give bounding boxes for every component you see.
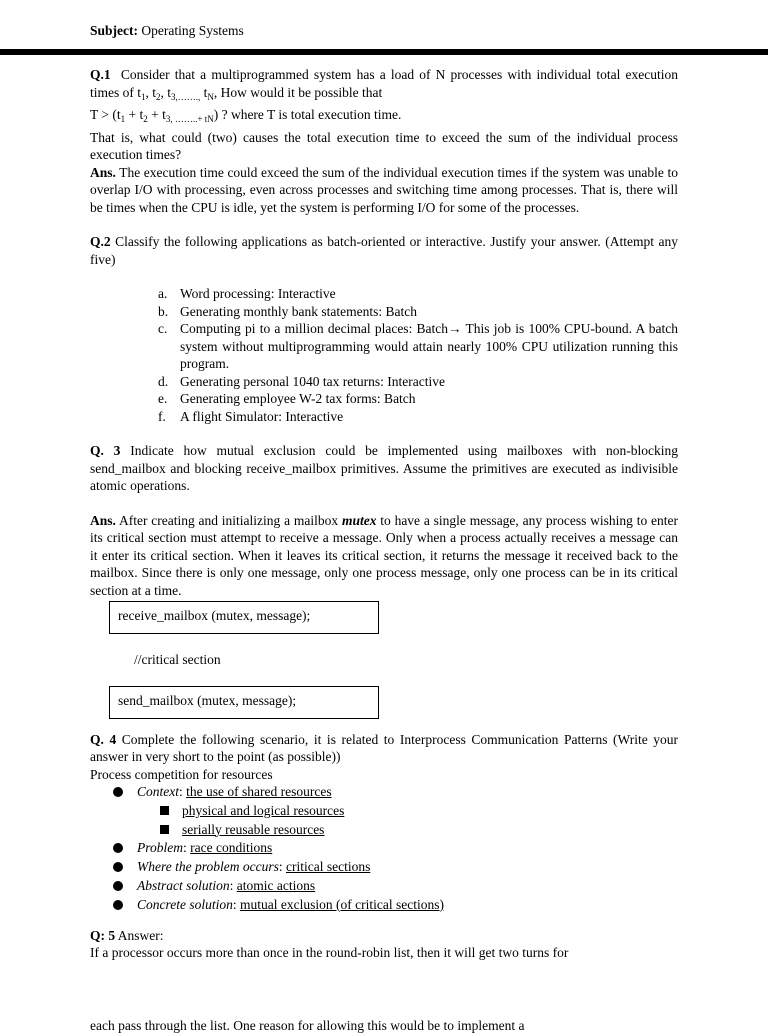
list-letter: a. bbox=[158, 286, 168, 301]
q3-question bbox=[90, 442, 678, 495]
sub-bullet-text: physical and logical resources bbox=[182, 802, 345, 818]
q5-cut-line: each pass through the list. One reason for allowing this would be to implement a bbox=[90, 1018, 525, 1033]
spacer bbox=[90, 495, 678, 512]
colon: : bbox=[232, 896, 237, 912]
subject-value: Operating Systems bbox=[141, 23, 244, 38]
list-text: Generating personal 1040 tax returns: Interactive bbox=[180, 373, 446, 389]
q4-text: Complete the following scenario, it is related to Interprocess Communication Patterns (Write your answer in very short to the point (as possible)) bbox=[90, 731, 679, 764]
bullet-label: Concrete solution bbox=[137, 896, 233, 912]
bullet-abstract bbox=[90, 877, 678, 896]
sub-bullet-text: serially reusable resources bbox=[182, 821, 325, 837]
q1-ans-label: Ans. bbox=[90, 164, 116, 180]
q1-sub1: 1 bbox=[141, 91, 146, 102]
colon: : bbox=[278, 859, 283, 875]
list-letter: f. bbox=[158, 408, 166, 424]
bullet-where bbox=[90, 858, 678, 877]
list-item bbox=[158, 285, 678, 303]
q1-line2a: execution times of t bbox=[90, 67, 678, 100]
bullet-label: Context bbox=[137, 784, 179, 799]
list-text: A flight Simulator: Interactive bbox=[180, 408, 344, 424]
bullet-dot-icon bbox=[113, 900, 123, 910]
q5-number: Q: 5 bbox=[90, 927, 116, 943]
q3-ans-post: to have a single message, any process wishing to enter its critical section must attempt to receive a message. Only when a process actually receives a message can it enter its critical section. When it leaves its critical section, it returns the message it received back to the mailbox. Since there is only one message, only one process message, only one process can be in its critical section at a time. bbox=[90, 512, 679, 598]
bullet-value: critical sections bbox=[285, 859, 371, 875]
spacer bbox=[90, 216, 678, 233]
q4-number: Q. 4 bbox=[90, 731, 117, 747]
q3-number: Q. 3 bbox=[90, 443, 121, 458]
bullet-dot-icon bbox=[113, 862, 123, 872]
q1-comma: , bbox=[145, 84, 149, 100]
q1-sub3: 3, bbox=[171, 91, 178, 102]
bullet-dot-icon bbox=[113, 843, 123, 853]
q5-text: If a processor occurs more than once in the round-robin list, then it will get two turns for bbox=[90, 945, 569, 961]
bullet-label: Abstract solution bbox=[137, 877, 230, 893]
critical-section-comment: //critical section bbox=[134, 652, 221, 667]
subject-line bbox=[90, 22, 244, 40]
code-box-receive bbox=[109, 601, 379, 634]
document-body bbox=[90, 66, 678, 962]
q5-question bbox=[90, 927, 678, 945]
q1-subN: N bbox=[207, 91, 214, 102]
q3-mutex: mutex bbox=[341, 512, 377, 528]
q4-heading: Process competition for resources bbox=[90, 766, 273, 782]
q1-line3end: ) ? where T is total execution time. bbox=[213, 107, 402, 122]
list-text: Computing pi to a million decimal places: Batch→ This job is 100% CPU-bound. A batch system without multiprogramming would attain nearly 100% CPU utilization running this program. bbox=[180, 321, 678, 371]
q1-plus: + t bbox=[147, 107, 166, 122]
q1-subNb: N bbox=[207, 114, 214, 124]
q1-sub1b: 1 bbox=[120, 114, 126, 124]
code-receive: receive_mailbox (mutex, message); bbox=[118, 608, 311, 623]
q1-comma: , bbox=[160, 84, 164, 100]
square-bullet-icon bbox=[160, 806, 169, 815]
bullet-concrete bbox=[90, 896, 678, 915]
list-item bbox=[158, 408, 678, 426]
spacer bbox=[90, 268, 678, 285]
q1-line3a: T > (t bbox=[90, 107, 121, 122]
header-rule bbox=[0, 49, 768, 55]
colon: : bbox=[183, 840, 187, 856]
q1-sub2: 2 bbox=[156, 91, 161, 102]
list-text: Word processing: Interactive bbox=[180, 286, 336, 301]
subject-label: Subject: bbox=[90, 23, 138, 38]
bullet-context bbox=[90, 783, 678, 802]
q5-label: Answer: bbox=[117, 927, 164, 943]
q1-how: , How would it be possible that bbox=[213, 84, 383, 100]
list-text: Generating employee W-2 tax forms: Batch bbox=[180, 391, 416, 406]
q2-text: Classify the following applications as batch-oriented or interactive. Justify your answer. (Attempt any five) bbox=[90, 234, 678, 267]
list-item bbox=[158, 303, 678, 321]
sub-bullet bbox=[90, 821, 678, 840]
q3-answer bbox=[90, 512, 678, 600]
q1-ans-text: The execution time could exceed the sum of the individual execution times if the system was unable to overlap I/O with processing, even across processes and switching time among processes. That is, there will be times when the CPU is idle, yet the system is performing I/O for some of the processes. bbox=[90, 164, 678, 215]
q3-ans-label: Ans. bbox=[90, 512, 116, 528]
bullet-dot-icon bbox=[113, 881, 123, 891]
q1-line4: That is, what could (two) causes the total execution time to exceed the sum of the individual process execution times? bbox=[90, 129, 678, 162]
list-letter: b. bbox=[158, 303, 169, 319]
list-item bbox=[158, 390, 678, 408]
code-send: send_mailbox (mutex, message); bbox=[118, 692, 297, 708]
colon: : bbox=[179, 784, 183, 799]
q1-line1: Consider that a multiprogrammed system has a load of N processes with individual total bbox=[120, 67, 621, 82]
list-letter: c. bbox=[158, 321, 168, 336]
q1-number: Q.1 bbox=[90, 67, 111, 82]
code-box-send bbox=[109, 686, 379, 719]
q4-question bbox=[90, 731, 678, 766]
bullet-value: atomic actions bbox=[236, 877, 316, 893]
q1-plus: + t bbox=[125, 107, 144, 122]
q2-question bbox=[90, 233, 678, 268]
q2-list bbox=[158, 285, 678, 425]
q1-sub2b: 2 bbox=[143, 114, 148, 124]
q3-ans-pre: After creating and initializing a mailbox bbox=[118, 512, 339, 528]
bullet-problem bbox=[90, 839, 678, 858]
bullet-value: the use of shared resources bbox=[186, 784, 332, 799]
q1-answer bbox=[90, 164, 678, 217]
bullet-value: mutual exclusion (of critical sections) bbox=[240, 896, 444, 912]
bullet-dot-icon bbox=[113, 787, 123, 797]
spacer bbox=[90, 915, 678, 927]
q4-bullets bbox=[90, 783, 678, 915]
spacer bbox=[90, 425, 678, 442]
spacer bbox=[90, 719, 678, 731]
list-letter: e. bbox=[158, 391, 168, 406]
q1-dots: ……., bbox=[177, 91, 201, 102]
list-item bbox=[158, 320, 678, 373]
list-text: Generating monthly bank statements: Batch bbox=[180, 303, 417, 319]
bullet-label: Where the problem occurs bbox=[137, 859, 279, 875]
list-letter: d. bbox=[158, 373, 169, 389]
square-bullet-icon bbox=[160, 825, 169, 834]
q1-sub3b: 3, bbox=[165, 114, 173, 124]
q1-question: Q.1 Consider that a multiprogrammed system has a load of N processes with individual total execution times of $t_1$, $t_2$, $t_{3,\dots\dots.,}$ $t_N$, How would it be possible that $T > (t_1 + t_2 + t_{3,}$ $_{\dots\dots..+ tN}$) ? where T is total execution time. That is, what could (two) causes the total execution time to exceed the sum of the individual process execution times? bbox=[90, 67, 678, 162]
q3-text: Indicate how mutual exclusion could be implemented using mailboxes with non-blocking send_mailbox and blocking receive_mailbox primitives. Assume the primitives are executed as indivisible atomic operations. bbox=[90, 443, 678, 493]
q1-line3dots: ……..+ t bbox=[172, 114, 208, 124]
sub-bullet bbox=[90, 802, 678, 821]
list-item bbox=[158, 373, 678, 391]
q2-number: Q.2 bbox=[90, 234, 111, 249]
colon: : bbox=[229, 877, 234, 893]
bullet-label: Problem bbox=[137, 840, 183, 856]
bullet-value: race conditions bbox=[190, 840, 273, 856]
